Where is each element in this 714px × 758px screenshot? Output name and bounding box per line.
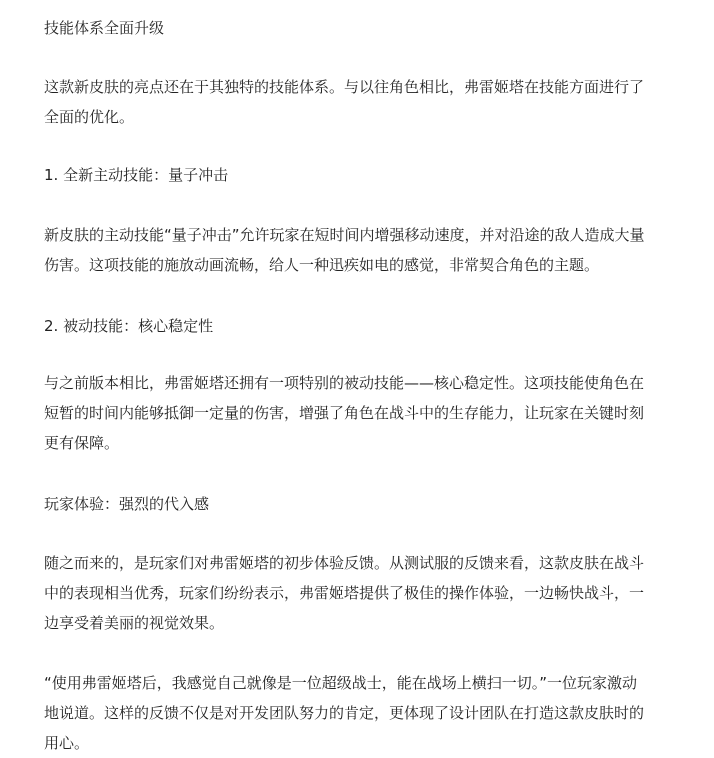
paragraph-skills-intro — [44, 72, 644, 132]
paragraph-player-quote — [44, 668, 644, 758]
paragraph-line: 地说道。这样的反馈不仅是对开发团队努力的肯定，更体现了设计团队在打造这款皮肤时的 — [44, 704, 645, 722]
paragraph-line: “使用弗雷姬塔后，我感觉自己就像是一位超级战士，能在战场上横扫一切。”一位玩家激动 — [44, 674, 638, 692]
paragraph-line: 这款新皮肤的亮点还在于其独特的技能体系。与以往角色相比，弗雷姬塔在技能方面进行了 — [44, 78, 645, 96]
paragraph-line: 更有保障。 — [44, 434, 120, 452]
paragraph-line: 中的表现相当优秀，玩家们纷纷表示，弗雷姬塔提供了极佳的操作体验，一边畅快战斗，一 — [44, 584, 645, 602]
section-heading-passive-skill: 2. 被动技能：核心稳定性 — [44, 317, 214, 335]
paragraph-player-feedback — [44, 548, 644, 638]
section-heading-skills: 技能体系全面升级 — [44, 19, 165, 37]
section-heading-active-skill: 1. 全新主动技能：量子冲击 — [44, 166, 229, 184]
section-heading-player-experience: 玩家体验：强烈的代入感 — [44, 495, 210, 513]
paragraph-line: 伤害。这项技能的施放动画流畅，给人一种迅疾如电的感觉，非常契合角色的主题。 — [44, 256, 600, 274]
paragraph-active-skill — [44, 220, 645, 280]
paragraph-line: 新皮肤的主动技能“量子冲击”允许玩家在短时间内增强移动速度，并对沿途的敌人造成大量 — [44, 226, 645, 244]
paragraph-line: 全面的优化。 — [44, 108, 135, 126]
paragraph-line: 随之而来的，是玩家们对弗雷姬塔的初步体验反馈。从测试服的反馈来看，这款皮肤在战斗 — [44, 554, 645, 572]
paragraph-line: 与之前版本相比，弗雷姬塔还拥有一项特别的被动技能——核心稳定性。这项技能使角色在 — [44, 374, 645, 392]
paragraph-line: 用心。 — [44, 734, 90, 752]
paragraph-passive-skill — [44, 368, 644, 458]
paragraph-line: 边享受着美丽的视觉效果。 — [44, 614, 225, 632]
paragraph-line: 短暂的时间内能够抵御一定量的伤害，增强了角色在战斗中的生存能力，让玩家在关键时刻 — [44, 404, 645, 422]
